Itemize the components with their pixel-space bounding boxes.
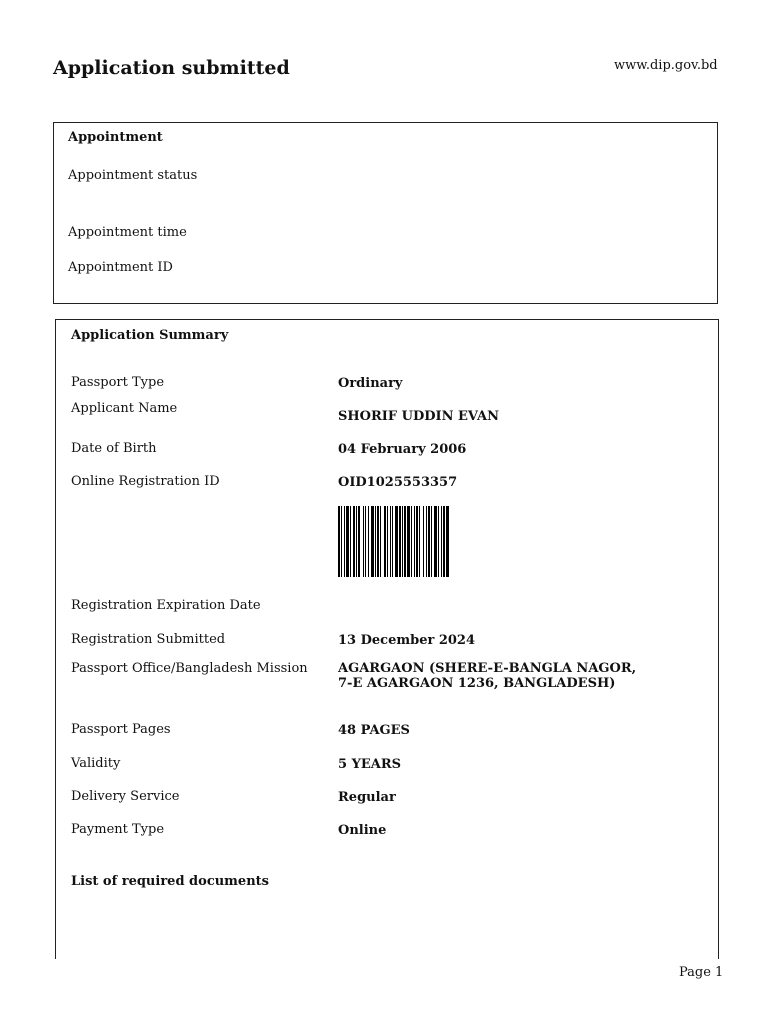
barcode-bar bbox=[350, 506, 351, 577]
barcode-bar bbox=[414, 506, 415, 577]
barcode-bar bbox=[358, 506, 360, 577]
barcode-bar bbox=[363, 506, 364, 577]
barcode-bar bbox=[395, 506, 398, 577]
summary-heading: Application Summary bbox=[71, 328, 229, 343]
barcode-bar bbox=[431, 506, 432, 577]
appointment-status-label: Appointment status bbox=[68, 168, 198, 183]
barcode-bar bbox=[338, 506, 340, 577]
barcode-bar bbox=[402, 506, 403, 577]
payment-type-value: Online bbox=[338, 823, 387, 838]
barcode-bar bbox=[368, 506, 369, 577]
registration-barcode bbox=[338, 506, 495, 577]
barcode-bar bbox=[423, 506, 424, 577]
passport-type-value: Ordinary bbox=[338, 376, 403, 391]
appointment-heading: Appointment bbox=[68, 130, 163, 145]
barcode-bar bbox=[353, 506, 355, 577]
date-of-birth-label: Date of Birth bbox=[71, 441, 157, 456]
passport-pages-value: 48 PAGES bbox=[338, 723, 410, 738]
applicant-name-value: SHORIF UDDIN EVAN bbox=[338, 409, 499, 424]
barcode-bar bbox=[346, 506, 349, 577]
barcode-bar bbox=[392, 506, 393, 577]
registration-expiration-label: Registration Expiration Date bbox=[71, 598, 261, 613]
barcode-bar bbox=[434, 506, 437, 577]
registration-submitted-label: Registration Submitted bbox=[71, 632, 226, 647]
validity-value: 5 YEARS bbox=[338, 757, 402, 772]
barcode-bar bbox=[341, 506, 342, 577]
barcode-bar bbox=[365, 506, 366, 577]
barcode-bar bbox=[443, 506, 445, 577]
barcode-bar bbox=[428, 506, 430, 577]
barcode-bar bbox=[399, 506, 401, 577]
appointment-section bbox=[53, 122, 718, 304]
barcode-bar bbox=[344, 506, 345, 577]
barcode-bar bbox=[375, 506, 376, 577]
delivery-service-label: Delivery Service bbox=[71, 789, 180, 804]
appointment-time-label: Appointment time bbox=[68, 225, 187, 240]
barcode-bar bbox=[377, 506, 379, 577]
barcode-bar bbox=[384, 506, 386, 577]
registration-id-value: OID1025553357 bbox=[338, 475, 458, 490]
barcode-bar bbox=[356, 506, 357, 577]
applicant-name-label: Applicant Name bbox=[71, 401, 178, 416]
barcode-bar bbox=[419, 506, 420, 577]
barcode-bar bbox=[446, 506, 449, 577]
passport-pages-label: Passport Pages bbox=[71, 722, 171, 737]
barcode-bar bbox=[407, 506, 410, 577]
barcode-bar bbox=[438, 506, 439, 577]
page-number: Page 1 bbox=[679, 965, 724, 980]
required-documents-heading: List of required documents bbox=[71, 874, 269, 889]
barcode-bar bbox=[390, 506, 391, 577]
passport-office-label: Passport Office/Bangladesh Mission bbox=[71, 661, 308, 676]
barcode-bar bbox=[387, 506, 388, 577]
registration-id-label: Online Registration ID bbox=[71, 474, 220, 489]
passport-office-value: AGARGAON (SHERE-E-BANGLA NAGOR, 7-E AGARGAON 1236, BANGLADESH) bbox=[338, 661, 637, 691]
page-title: Application submitted bbox=[53, 57, 290, 79]
appointment-id-label: Appointment ID bbox=[68, 260, 173, 275]
barcode-bar bbox=[416, 506, 418, 577]
barcode-bar bbox=[371, 506, 374, 577]
barcode-bar bbox=[441, 506, 442, 577]
date-of-birth-value: 04 February 2006 bbox=[338, 442, 467, 457]
validity-label: Validity bbox=[71, 756, 121, 771]
barcode-bar bbox=[426, 506, 427, 577]
barcode-bar bbox=[380, 506, 381, 577]
barcode-bar bbox=[404, 506, 406, 577]
registration-submitted-value: 13 December 2024 bbox=[338, 633, 476, 648]
passport-type-label: Passport Type bbox=[71, 375, 165, 390]
delivery-service-value: Regular bbox=[338, 790, 396, 805]
payment-type-label: Payment Type bbox=[71, 822, 165, 837]
barcode-bar bbox=[411, 506, 412, 577]
site-url: www.dip.gov.bd bbox=[614, 58, 718, 73]
